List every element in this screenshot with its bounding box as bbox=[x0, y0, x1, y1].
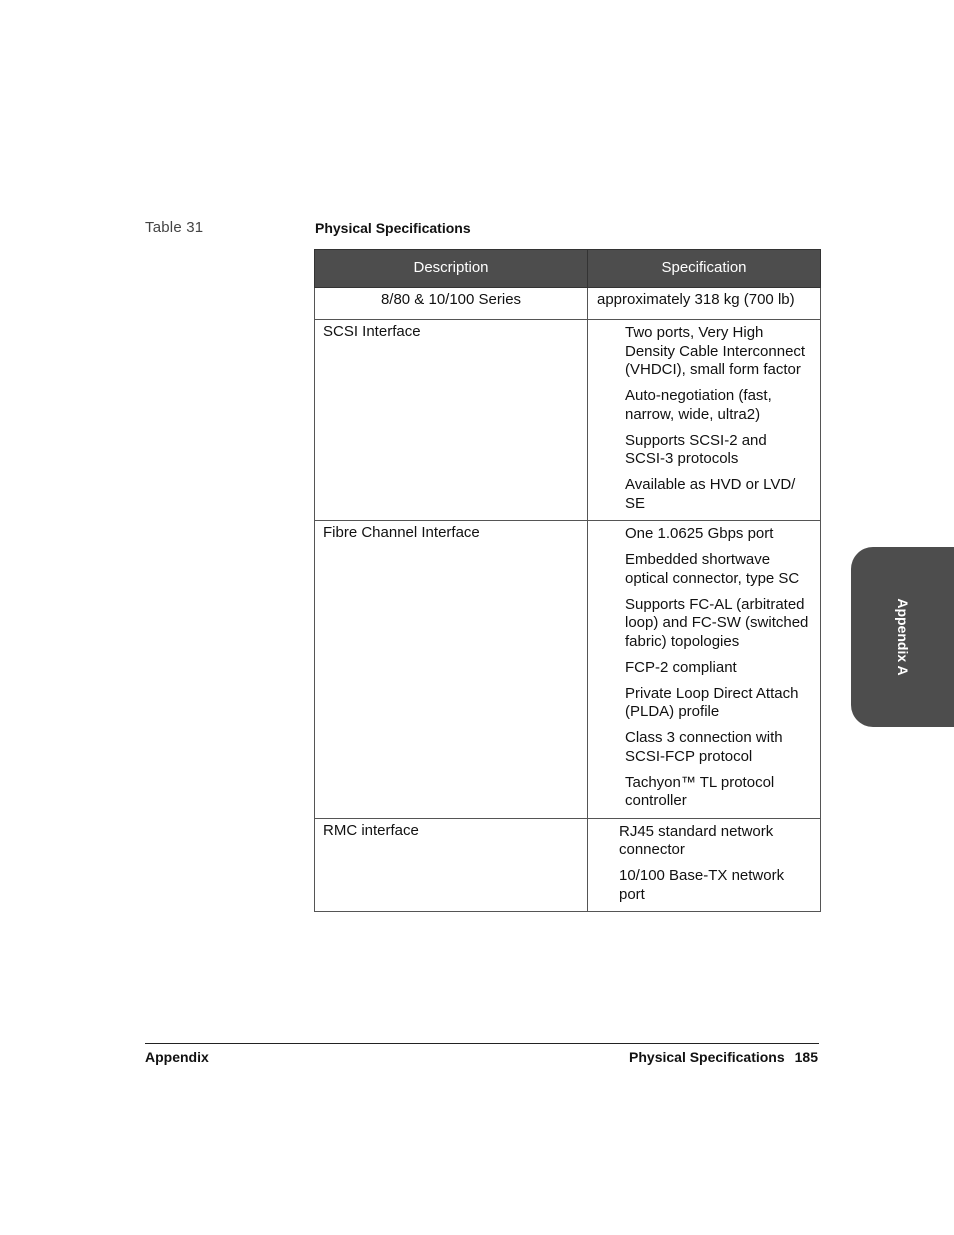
list-item: Two ports, Very High Density Cable Interconnect (VHDCI), small form factor bbox=[625, 324, 806, 378]
list-item: One 1.0625 Gbps port bbox=[625, 525, 774, 542]
specification-cell bbox=[588, 320, 821, 521]
footer-rule bbox=[145, 1043, 819, 1044]
list-item: FCP-2 compliant bbox=[625, 658, 737, 676]
specifications-table bbox=[314, 249, 821, 912]
list-item: 10/100 Base-TX network port bbox=[619, 867, 785, 903]
list-item: Embedded shortwave optical connector, type SC bbox=[625, 551, 800, 587]
list-item: Available as HVD or LVD/ SE bbox=[625, 476, 796, 512]
footer-chapter: Appendix bbox=[145, 1049, 209, 1065]
list-item: Auto-negotiation (fast, narrow, wide, ultra2) bbox=[625, 387, 772, 423]
table-row bbox=[315, 288, 821, 320]
specification-cell bbox=[588, 818, 821, 912]
specification-list bbox=[588, 819, 820, 912]
description-cell bbox=[315, 288, 588, 320]
column-header-specification: Specification bbox=[588, 250, 821, 288]
specification-cell bbox=[588, 288, 821, 320]
list-item: Class 3 connection with SCSI-FCP protocol bbox=[625, 729, 783, 765]
appendix-thumb-tab bbox=[851, 547, 954, 727]
list-item: Private Loop Direct Attach (PLDA) profile bbox=[625, 684, 799, 720]
description-text: RMC interface bbox=[323, 821, 419, 839]
list-item: Supports SCSI-2 and SCSI-3 protocols bbox=[625, 431, 767, 467]
specification-list bbox=[588, 320, 820, 520]
column-header-description: Description bbox=[315, 250, 588, 288]
description-text: SCSI Interface bbox=[323, 323, 421, 340]
specification-cell bbox=[588, 521, 821, 819]
list-item: Tachyon™ TL protocol controller bbox=[625, 773, 775, 809]
list-item: Supports FC-AL (arbitrated loop) and FC-SW (switched fabric) topologies bbox=[625, 595, 809, 650]
footer-section-title: Physical Specifications bbox=[629, 1049, 785, 1065]
description-cell bbox=[315, 818, 588, 912]
description-text: Fibre Channel Interface bbox=[323, 524, 480, 541]
page-number: 185 bbox=[794, 1049, 818, 1065]
table-number: Table 31 bbox=[145, 219, 204, 236]
table-row bbox=[315, 320, 821, 521]
footer-running-head bbox=[629, 1049, 818, 1065]
table-row bbox=[315, 521, 821, 819]
description-text: 8/80 & 10/100 Series bbox=[380, 291, 522, 308]
description-cell bbox=[315, 320, 588, 521]
appendix-tab-label: Appendix A bbox=[894, 598, 911, 676]
description-cell bbox=[315, 521, 588, 819]
table-title: Physical Specifications bbox=[315, 220, 471, 236]
table-header-row bbox=[315, 250, 821, 288]
specification-text: approximately 318 kg (700 lb) bbox=[597, 291, 795, 308]
list-item: RJ45 standard network connector bbox=[619, 822, 774, 858]
specification-list bbox=[588, 521, 820, 818]
table-row bbox=[315, 818, 821, 912]
